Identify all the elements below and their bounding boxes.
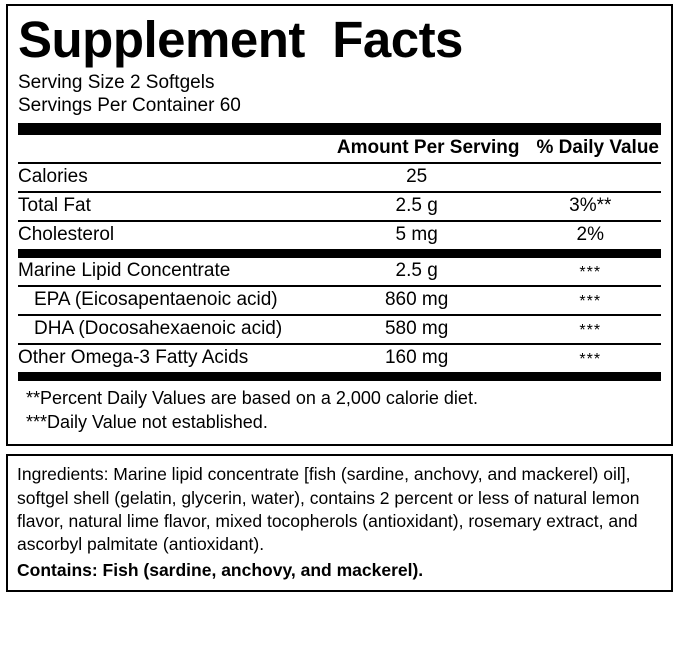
row-amount: 580 mg xyxy=(314,315,520,344)
row-daily-value: *** xyxy=(520,258,661,286)
row-daily-value: 3%** xyxy=(520,192,661,221)
divider-thick-top xyxy=(18,123,661,135)
row-daily-value: 2% xyxy=(576,224,604,246)
row-label: DHA (Docosahexaenoic acid) xyxy=(18,315,314,344)
ingredients-panel xyxy=(6,454,673,592)
table-row xyxy=(18,258,661,286)
table-row xyxy=(18,344,661,372)
nutrition-table-lipids xyxy=(18,258,661,372)
supplement-facts-panel xyxy=(6,4,673,446)
header-blank xyxy=(18,135,314,163)
row-label: Cholesterol xyxy=(18,224,115,246)
header-daily-value: % Daily Value xyxy=(520,135,661,163)
nutrition-table xyxy=(18,135,661,249)
row-amount: 2.5 g xyxy=(314,258,520,286)
row-amount: 2.5 g xyxy=(314,192,520,221)
table-header-row xyxy=(18,135,661,163)
row-amount: 25 xyxy=(314,163,520,192)
row-amount: 860 mg xyxy=(314,286,520,315)
serving-size: Serving Size 2 Softgels xyxy=(18,72,215,93)
row-amount: 160 mg xyxy=(384,347,449,369)
table-row xyxy=(18,286,661,315)
table-row xyxy=(18,221,661,249)
table-row xyxy=(18,163,661,192)
row-label: EPA (Eicosapentaenoic acid) xyxy=(18,286,314,315)
footnote-daily-values: **Percent Daily Values are based on a 2,000 calorie diet. xyxy=(26,388,478,409)
row-label: Marine Lipid Concentrate xyxy=(18,258,314,286)
header-amount-per-serving: Amount Per Serving xyxy=(314,135,520,163)
divider-medium xyxy=(18,249,661,258)
row-label: Total Fat xyxy=(18,192,314,221)
allergen-contains-statement: Contains: Fish (sardine, anchovy, and mackerel). xyxy=(17,559,424,580)
row-daily-value: *** xyxy=(520,315,661,344)
row-amount: 5 mg xyxy=(395,224,438,246)
row-label: Other Omega-3 Fatty Acids xyxy=(18,347,249,369)
row-daily-value: *** xyxy=(579,351,602,369)
divider-medium-bottom xyxy=(18,372,661,381)
page-title: Supplement Facts xyxy=(18,11,463,68)
footnote-dv-not-established: ***Daily Value not established. xyxy=(26,411,268,432)
table-row xyxy=(18,315,661,344)
ingredients-text: Ingredients: Marine lipid concentrate [fish (sardine, anchovy, and mackerel) oil], softgel shell (gelatin, glycerin, water), contains 2 percent or less of natural lemon flavor, natural lime flavor, mixed tocopherols (antioxidant), rosemary extract, and ascorbyl palmitate (antioxidant). xyxy=(17,464,640,555)
row-daily-value xyxy=(520,163,661,192)
footnotes xyxy=(18,381,661,436)
row-label: Calories xyxy=(18,163,314,192)
servings-per-container: Servings Per Container 60 xyxy=(18,95,241,117)
row-daily-value: *** xyxy=(520,286,661,315)
table-row xyxy=(18,192,661,221)
